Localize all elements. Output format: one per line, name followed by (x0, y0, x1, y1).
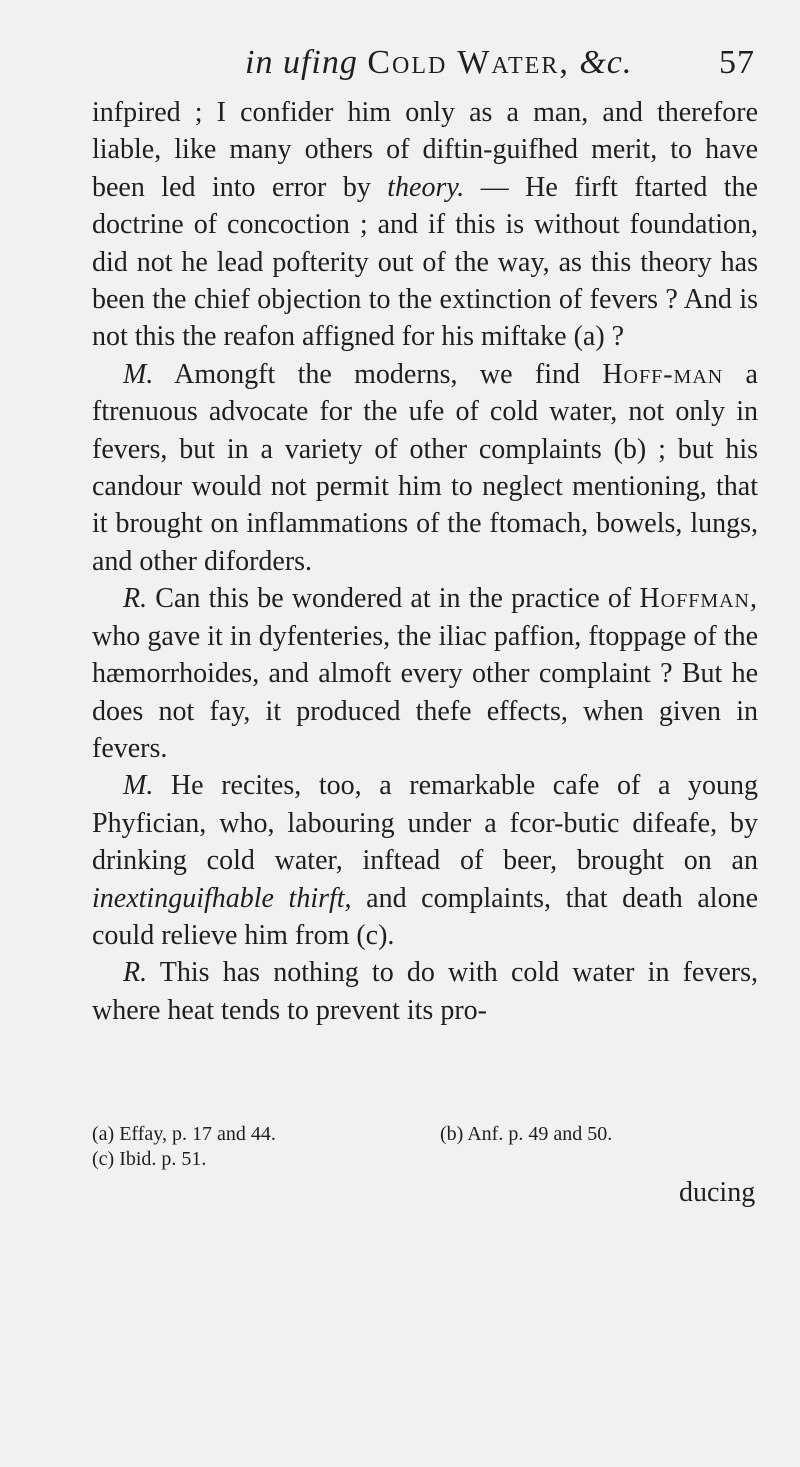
speaker-label: M. (123, 770, 154, 802)
p2-pre: Amongft the moderns, we find (153, 358, 603, 390)
header-title: Cold Water, (367, 44, 570, 81)
p1-emphasis: theory. (387, 171, 465, 203)
paragraph-3 (92, 580, 758, 767)
running-header (245, 44, 755, 82)
speaker-label: R. (123, 957, 148, 989)
footnotes (92, 1122, 758, 1172)
header-etc: &c. (579, 44, 633, 81)
paragraph-1 (92, 94, 758, 356)
p4-pre: He recites, too, a remarkable cafe of a young Phyfician, who, labouring under a fcor-butic difeafe, by drinking cold water, inftead of beer, brought on an (92, 770, 758, 877)
footnote-row (92, 1122, 758, 1147)
footnote-c: (c) Ibid. p. 51. (92, 1148, 207, 1170)
p2-name: Hoff-man (602, 358, 724, 390)
p3-name: Hoffman, (639, 583, 758, 615)
p3-pre: Can this be wondered at in the practice of (147, 583, 640, 615)
p4-post: and complaints, that death alone could relieve him from (c). (92, 882, 758, 951)
header-italic: in ufing (245, 44, 358, 81)
paragraph-5 (92, 954, 758, 1029)
footnote-row (92, 1147, 758, 1172)
paragraph-4 (92, 767, 758, 954)
speaker-label: M. (123, 358, 154, 390)
p2-post: a ftrenuous advocate for the ufe of cold water, not only in fevers, but in a variety of other complaints (b) ; but his candour would not permit him to neglect mentioning, that it brought on inflammations of the ftomach, bowels, lungs, and other diforders. (92, 358, 758, 577)
footnote-b: (b) Anf. p. 49 and 50. (440, 1123, 613, 1145)
p1-tail: — He firft ftarted the doctrine of concoction ; and if this is without foundation, did not he lead pofterity out of the way, as this theory has been the chief objection to the extinction of fevers ? And is not this the reafon affigned for his miftake (a) ? (92, 171, 758, 353)
speaker-label: R. (123, 583, 148, 615)
catchword: ducing (679, 1177, 756, 1208)
body-text (92, 94, 758, 1029)
page-number: 57 (719, 44, 755, 81)
p1-text: infpired ; I confider him only as a man, and therefore liable, like many others of diftin-guifhed merit, to have been led into error by (92, 97, 758, 203)
paragraph-2 (92, 356, 758, 580)
p5-text: This has nothing to do with cold water in fevers, where heat tends to prevent its pro- (92, 957, 758, 1026)
footnote-a: (a) Effay, p. 17 and 44. (92, 1123, 276, 1145)
p4-emphasis: inextinguifhable thirft, (92, 882, 352, 914)
p3-post: who gave it in dyfenteries, the iliac paffion, ftoppage of the hæmorrhoides, and almoft every other complaint ? But he does not fay, it produced thefe effects, when given in fevers. (92, 620, 758, 764)
